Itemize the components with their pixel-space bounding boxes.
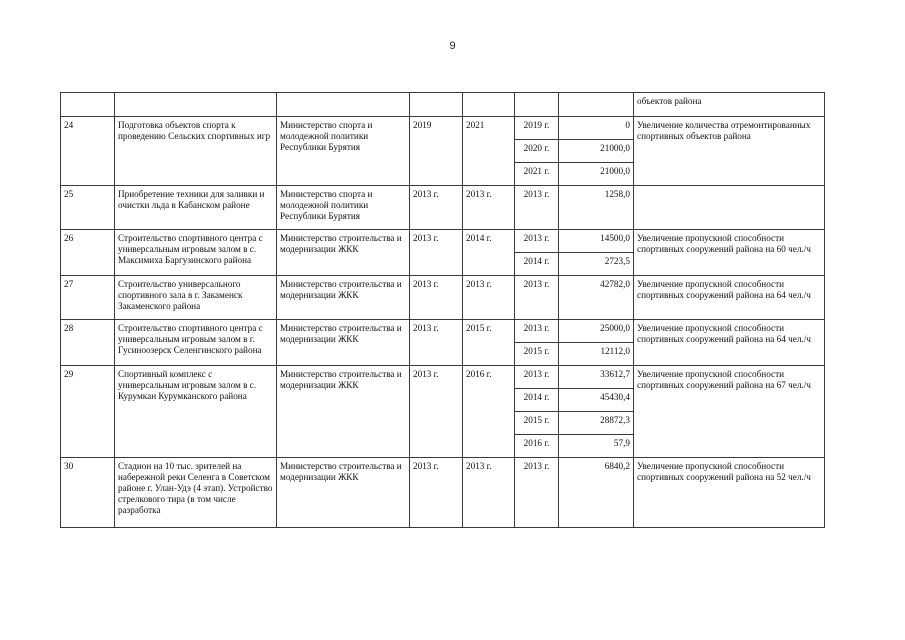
table-row [61,186,825,230]
cell-end: 2016 г. [463,366,515,458]
cell-year: 2020 г. [515,140,559,163]
cell-year: 2016 г. [515,435,559,458]
cell-name: Стадион на 10 тыс. зрителей на набережной реки Селенга в Советском районе г. Улан-Удэ (4 этап). Устройство стрелкового тира (в том числе разработка [115,458,277,528]
cell-year: 2013 г. [515,186,559,230]
cell-executor: Министерство строительства и модернизации ЖКК [277,230,410,276]
table-row [61,320,825,343]
cell-amount: 21000,0 [559,163,634,186]
cell-amount: 33612,7 [559,366,634,389]
cell-amount: 28872,3 [559,412,634,435]
table-row [61,117,825,140]
cell-result [634,186,825,230]
cell-result: Увеличение пропускной способности спортивных сооружений района на 67 чел./ч [634,366,825,458]
cell-name: Подготовка объектов спорта к проведению Сельских спортивных игр [115,117,277,186]
cell-year: 2013 г. [515,230,559,253]
program-table [60,92,825,528]
cell-year: 2021 г. [515,163,559,186]
cell-executor: Министерство строительства и модернизации ЖКК [277,366,410,458]
cell-year [515,93,559,117]
cell-executor: Министерство спорта и молодежной политики Республики Бурятия [277,186,410,230]
cell-end: 2015 г. [463,320,515,366]
cell-amount: 57,9 [559,435,634,458]
cell-year: 2013 г. [515,366,559,389]
cell-name: Строительство спортивного центра с универсальным игровым залом в с. Максимиха Баргузинского района [115,230,277,276]
cell-start: 2013 г. [410,366,463,458]
cell-end: 2014 г. [463,230,515,276]
cell-num: 29 [61,366,115,458]
table-row-carryover [61,93,825,117]
cell-executor: Министерство строительства и модернизации ЖКК [277,276,410,320]
cell-num: 26 [61,230,115,276]
cell-year: 2013 г. [515,458,559,528]
cell-executor: Министерство строительства и модернизации ЖКК [277,458,410,528]
cell-year: 2013 г. [515,276,559,320]
cell-amount: 45430,4 [559,389,634,412]
cell-executor: Министерство спорта и молодежной политики Республики Бурятия [277,117,410,186]
cell-num: 24 [61,117,115,186]
cell-amount [559,93,634,117]
cell-num: 30 [61,458,115,528]
cell-name: Строительство спортивного центра с универсальным игровым залом в г. Гусиноозерск Селенгинского района [115,320,277,366]
table-body [61,93,825,528]
cell-year: 2015 г. [515,412,559,435]
cell-year: 2014 г. [515,389,559,412]
cell-executor: Министерство строительства и модернизации ЖКК [277,320,410,366]
cell-name: Приобретение техники для заливки и очистки льда в Кабанском районе [115,186,277,230]
cell-end: 2013 г. [463,186,515,230]
cell-end: 2013 г. [463,276,515,320]
cell-num [61,93,115,117]
cell-amount: 1258,0 [559,186,634,230]
cell-start: 2013 г. [410,230,463,276]
cell-result: объектов района [634,93,825,117]
cell-result: Увеличение пропускной способности спортивных сооружений района на 64 чел./ч [634,320,825,366]
cell-name: Спортивный комплекс с универсальным игровым залом в с. Курумкан Курумканского района [115,366,277,458]
cell-amount: 21000,0 [559,140,634,163]
table-row [61,230,825,253]
cell-name [115,93,277,117]
cell-end: 2021 [463,117,515,186]
cell-name: Строительство универсального спортивного зала в г. Закаменск Закаменского района [115,276,277,320]
cell-result: Увеличение пропускной способности спортивных сооружений района на 64 чел./ч [634,276,825,320]
cell-year: 2019 г. [515,117,559,140]
cell-result: Увеличение пропускной способности спортивных сооружений района на 60 чел./ч [634,230,825,276]
table-row [61,458,825,528]
cell-end [463,93,515,117]
table-row [61,276,825,320]
cell-num: 27 [61,276,115,320]
cell-amount: 0 [559,117,634,140]
cell-amount: 14500,0 [559,230,634,253]
cell-amount: 2723,5 [559,253,634,276]
cell-start: 2013 г. [410,458,463,528]
cell-start: 2013 г. [410,320,463,366]
cell-start: 2013 г. [410,186,463,230]
cell-result: Увеличение количества отремонтированных спортивных объектов района [634,117,825,186]
cell-start [410,93,463,117]
cell-executor [277,93,410,117]
cell-amount: 6840,2 [559,458,634,528]
cell-start: 2019 [410,117,463,186]
cell-year: 2013 г. [515,320,559,343]
cell-amount: 42782,0 [559,276,634,320]
table-row [61,366,825,389]
cell-year: 2014 г. [515,253,559,276]
cell-amount: 25000,0 [559,320,634,343]
cell-result: Увеличение пропускной способности спортивных сооружений района на 52 чел./ч [634,458,825,528]
cell-start: 2013 г. [410,276,463,320]
cell-amount: 12112,0 [559,343,634,366]
page-number: 9 [449,40,456,52]
cell-end: 2013 г. [463,458,515,528]
cell-num: 25 [61,186,115,230]
cell-year: 2015 г. [515,343,559,366]
cell-num: 28 [61,320,115,366]
